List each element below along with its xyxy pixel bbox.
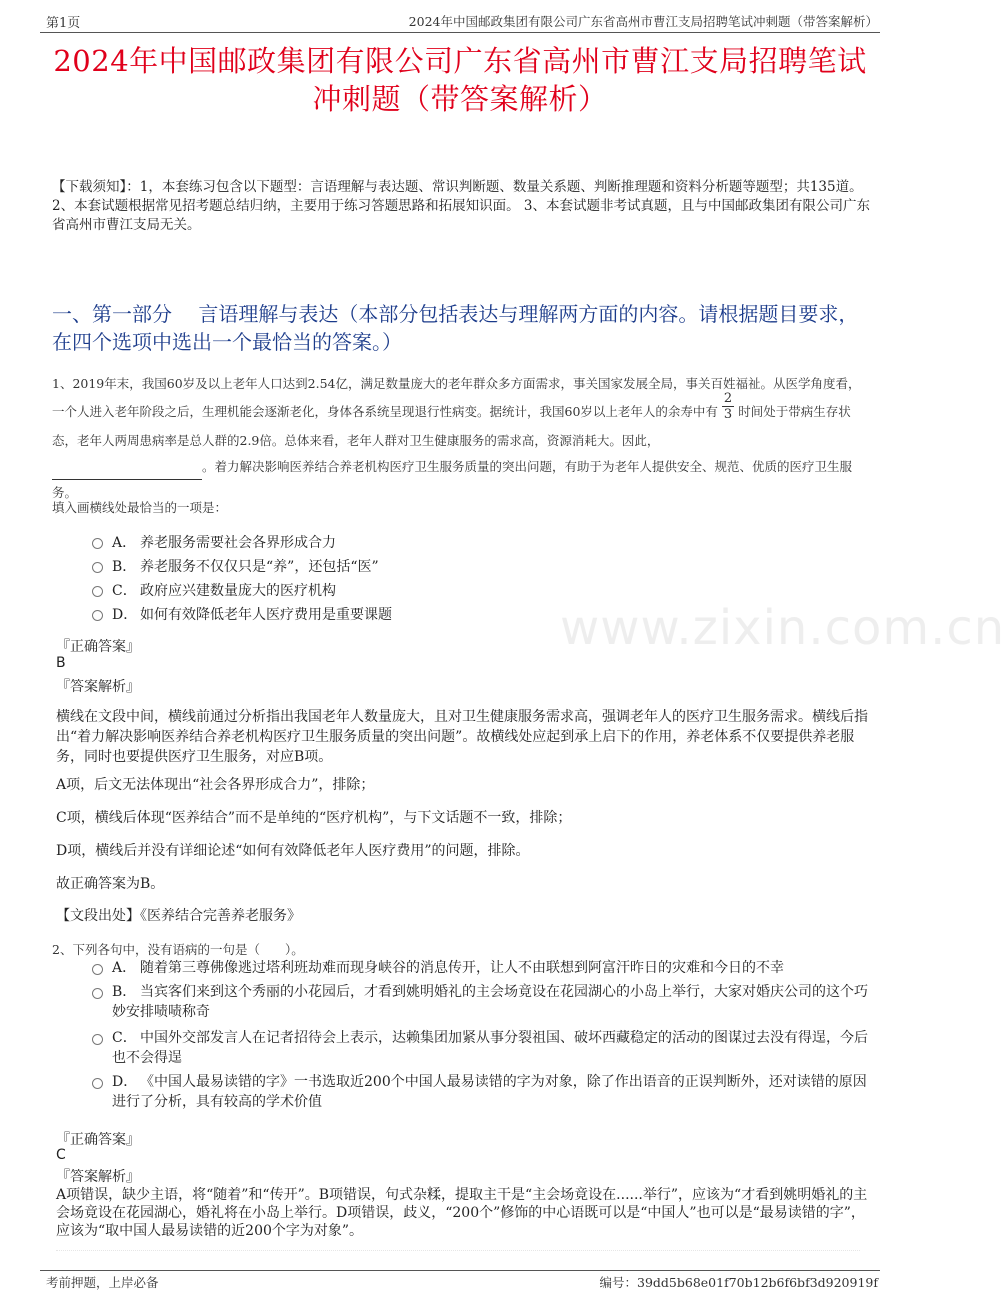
analysis-label: 『答案解析』 bbox=[56, 1169, 140, 1185]
analysis-paragraph: A项，后文无法体现出“社会各界形成合力”，排除； bbox=[56, 777, 375, 793]
question-2-stem: 2、下列各句中，没有语病的一句是（ ）。 bbox=[52, 942, 304, 957]
answer-label: 『正确答案』 bbox=[56, 639, 140, 655]
option-letter: B． bbox=[112, 559, 137, 575]
watermark: www.zixin.com.cn bbox=[560, 600, 1005, 656]
analysis-conclusion: 故正确答案为B。 bbox=[56, 876, 165, 892]
radio-icon[interactable] bbox=[92, 538, 103, 549]
question-1-stem bbox=[52, 371, 870, 506]
option-letter: D． bbox=[112, 1074, 138, 1090]
radio-icon[interactable] bbox=[92, 562, 103, 573]
q1-stem-part-c: 。着力解决影响医养结合养老机构医疗卫生服务质量的突出问题，有助于为老年人提供安全、规范、优质的医疗卫生服务。 bbox=[52, 459, 853, 500]
fraction-numerator: 2 bbox=[723, 391, 733, 406]
answer-label: 『正确答案』 bbox=[56, 1132, 140, 1148]
radio-icon[interactable] bbox=[92, 1034, 103, 1045]
question-1-options bbox=[92, 532, 870, 632]
fraction-denominator: 3 bbox=[723, 407, 733, 422]
page-number: 第1页 bbox=[46, 16, 81, 31]
option-letter: A． bbox=[112, 960, 137, 976]
answer-value: B bbox=[56, 655, 66, 671]
analysis-label: 『答案解析』 bbox=[56, 679, 140, 695]
analysis-paragraph: C项，横线后体现“医养结合”而不是单纯的“医疗机构”，与下文话题不一致，排除； bbox=[56, 810, 572, 826]
radio-icon[interactable] bbox=[92, 610, 103, 621]
document-title bbox=[40, 42, 880, 118]
option-letter: C． bbox=[112, 583, 137, 599]
running-header-title: 2024年中国邮政集团有限公司广东省高州市曹江支局招聘笔试冲刺题（带答案解析） bbox=[408, 14, 878, 29]
option-text: 《中国人最易读错的字》一书选取近200个中国人最易读错的字为对象，除了作出语音的正误判断外，还对读错的原因进行了分析，具有较高的学术价值 bbox=[112, 1074, 867, 1110]
radio-icon[interactable] bbox=[92, 1078, 103, 1089]
footer-slogan: 考前押题，上岸必备 bbox=[46, 1275, 159, 1290]
analysis-paragraph: D项，横线后并没有详细论述“如何有效降低老年人医疗费用”的问题，排除。 bbox=[56, 843, 530, 859]
question-1-prompt: 填入画横线处最恰当的一项是： bbox=[52, 500, 228, 515]
option-letter: C． bbox=[112, 1030, 137, 1046]
title-line-1: 2024年中国邮政集团有限公司广东省高州市曹江支局招聘笔试 bbox=[53, 44, 867, 78]
question-2-options bbox=[92, 958, 870, 1118]
q1-stem-part-a: 1、2019年末，我国60岁及以上老年人口达到2.54亿，满足数量庞大的老年群众多方面需求，事关国家发展全局，事关百姓福祉。从医学角度看，一个人进入老年阶段之后，生理机能会逐渐老化，身体各系统呈现退行性病变。据统计，我国60岁以上老年人的余寿中有 bbox=[52, 376, 861, 419]
fill-blank bbox=[52, 465, 202, 480]
header-divider bbox=[40, 32, 880, 33]
radio-icon[interactable] bbox=[92, 964, 103, 975]
option-letter: A． bbox=[112, 535, 137, 551]
option-text: 如何有效降低老年人医疗费用是重要课题 bbox=[140, 607, 392, 623]
document-id: 编号：39dd5b68e01f70b12b6f6bf3d920919f bbox=[599, 1275, 878, 1290]
answer-value: C bbox=[56, 1147, 66, 1163]
option-letter: B． bbox=[112, 984, 137, 1000]
option-text: 养老服务需要社会各界形成合力 bbox=[140, 535, 336, 551]
option-text: 当宾客们来到这个秀丽的小花园后，才看到姚明婚礼的主会场竟设在花园湖心的小岛上举行，大家对婚庆公司的这个巧妙安排啧啧称奇 bbox=[112, 984, 868, 1020]
radio-icon[interactable] bbox=[92, 586, 103, 597]
section-title: 一、第一部分 言语理解与表达（本部分包括表达与理解两方面的内容。请根据题目要求，在四个选项中选出一个最恰当的答案。） bbox=[52, 302, 859, 354]
q1-stem-part-b: 时间处于带病生存状态，老年人两周患病率是总人群的2.9倍。总体来看，老年人群对卫生健康服务的需求高，资源消耗大。因此， bbox=[52, 404, 851, 448]
radio-icon[interactable] bbox=[92, 988, 103, 999]
option-text: 中国外交部发言人在记者招待会上表示，达赖集团加紧从事分裂祖国、破坏西藏稳定的活动的图谋过去没有得逞，今后也不会得逞 bbox=[112, 1030, 868, 1066]
option-text: 养老服务不仅仅只是“养”，还包括“医” bbox=[140, 559, 379, 575]
fraction bbox=[722, 391, 734, 422]
analysis-paragraph: 横线在文段中间，横线前通过分析指出我国老年人数量庞大，且对卫生健康服务需求高，强调老年人的医疗卫生服务需求。横线后指出“着力解决影响医养结合养老机构医疗卫生服务质量的突出问题”。故横线处应起到承上启下的作用，养老体系不仅要提供养老服务，同时也要提供医疗卫生服务，对应B项。 bbox=[56, 709, 868, 765]
option-text: 随着第三尊佛像逃过塔利班劫难而现身峡谷的消息传开，让人不由联想到阿富汗昨日的灾难和今日的不幸 bbox=[140, 960, 784, 976]
title-line-2: 冲刺题（带答案解析） bbox=[312, 82, 608, 116]
faded-text-line bbox=[56, 1250, 860, 1259]
analysis-paragraph: A项错误，缺少主语，将“随着”和“传开”。B项错误，句式杂糅，提取主干是“主会场竟设在......举行”，应该为“才看到姚明婚礼的主会场竟设在花园湖心，婚礼将在小岛上举行。D项错误，歧义，“200个”修饰的中心语既可以是“中国人”也可以是“最易读错的字”，应该为“取中国人最易读错的近200个字为对象”。 bbox=[56, 1187, 868, 1239]
option-letter: D． bbox=[112, 607, 138, 623]
option-text: 政府应兴建数量庞大的医疗机构 bbox=[140, 583, 336, 599]
download-notice: 【下载须知】：1，本套练习包含以下题型：言语理解与表达题、常识判断题、数量关系题、判断推理题和资料分析题等题型；共135道。 2、本套试题根据常见招考题总结归纳，主要用于练习答题思路和拓展知识面。 3、本套试题非考试真题，且与中国邮政集团有限公司广东省高州市曹江支局无关。 bbox=[52, 179, 870, 233]
footer-divider bbox=[40, 1270, 880, 1271]
source-note: 【文段出处】《医养结合完善养老服务》 bbox=[56, 908, 301, 924]
